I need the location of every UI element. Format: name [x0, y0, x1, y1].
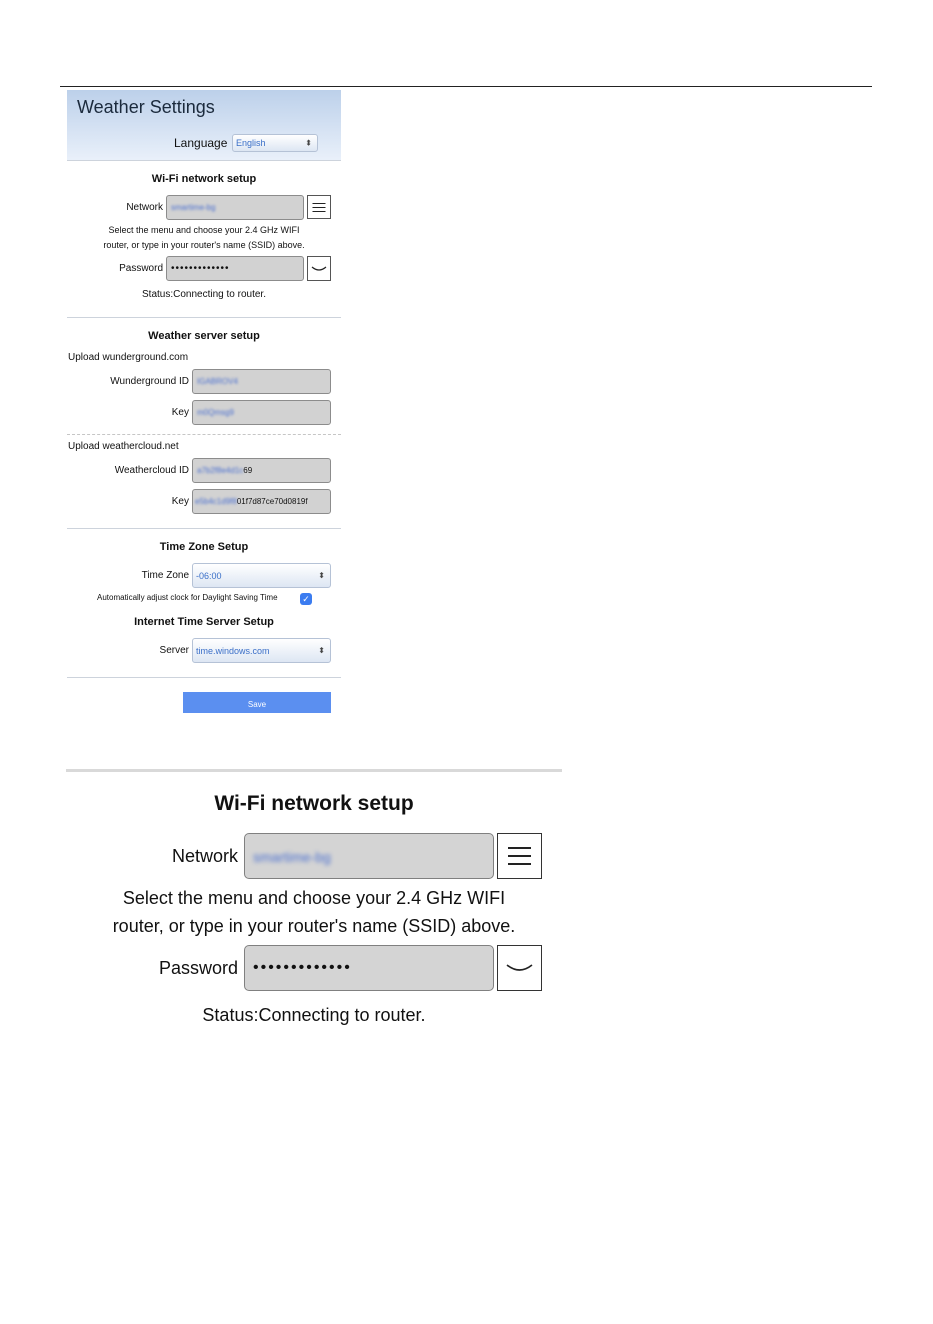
wunderground-id-label: Wunderground ID [110, 376, 189, 387]
weathercloud-id-visible: 69 [243, 466, 253, 475]
select-arrows-icon: ⬍ [305, 138, 312, 148]
weathercloud-heading: Upload weathercloud.net [68, 441, 179, 452]
zoom-divider [66, 769, 562, 772]
weathercloud-id-input[interactable] [192, 458, 331, 483]
wunderground-heading: Upload wunderground.com [68, 352, 189, 363]
weathercloud-key-visible: 01f7d87ce70d0819f [236, 497, 308, 506]
dst-checkbox[interactable] [300, 593, 312, 605]
password-reveal-button[interactable] [307, 256, 331, 281]
weathercloud-key-hidden: e5b4c1d9f8 [195, 497, 237, 506]
weathercloud-id-label: Weathercloud ID [114, 465, 189, 476]
wifi-zoom-password-input[interactable] [244, 945, 494, 991]
page-top-rule [60, 86, 872, 87]
wifi-zoom-network-label: Network [171, 846, 238, 866]
language-label: Language [174, 136, 228, 150]
save-button[interactable]: Save [183, 692, 331, 713]
server-label: Server [159, 645, 189, 656]
chevron-down-icon [308, 257, 330, 280]
password-value: ••••••••••••• [171, 263, 230, 274]
page-title: Weather Settings [77, 97, 215, 117]
menu-icon [498, 834, 541, 878]
wunderground-key-value: m0Qmsg9 [197, 408, 234, 417]
wifi-section-title: Wi-Fi network setup [151, 173, 257, 185]
select-arrows-icon: ⬍ [318, 570, 325, 580]
wifi-zoom-network-value: smartime-bg [253, 849, 331, 865]
divider [67, 528, 341, 529]
wifi-zoom-reveal-button[interactable] [497, 945, 542, 991]
wifi-zoom-password-value: ••••••••••••• [253, 959, 352, 976]
network-input[interactable] [166, 195, 304, 220]
select-arrows-icon: ⬍ [318, 645, 325, 655]
divider [67, 317, 341, 318]
dst-label: Automatically adjust clock for Daylight Saving Time [97, 593, 278, 602]
chevron-down-icon [498, 946, 541, 990]
weathercloud-key-label: Key [171, 496, 189, 507]
wifi-zoom-menu-button[interactable] [497, 833, 542, 879]
password-label: Password [119, 263, 163, 274]
timezone-select[interactable] [192, 563, 331, 588]
wifi-zoom-status: Status:Connecting to router. [202, 1005, 426, 1025]
network-menu-button[interactable] [307, 195, 331, 219]
password-input[interactable] [166, 256, 304, 281]
wifi-zoom-password-label: Password [158, 958, 238, 978]
timezone-label: Time Zone [141, 570, 189, 581]
weathercloud-id-hidden: a7b2f8e4d1c [197, 466, 244, 475]
timezone-value: -06:00 [196, 571, 222, 581]
weather-settings-panel [67, 90, 341, 716]
wifi-zoom-network-input[interactable] [244, 833, 494, 879]
wifi-help-line-1: Select the menu and choose your 2.4 GHz WIFI [108, 225, 300, 235]
wunderground-key-label: Key [171, 407, 189, 418]
settings-header [67, 90, 341, 160]
language-value: English [236, 138, 266, 148]
network-label: Network [126, 202, 163, 213]
wifi-help-line-2: router, or type in your router's name (SSID) above. [103, 240, 305, 250]
wunderground-key-input[interactable] [192, 400, 331, 425]
wifi-status: Status:Connecting to router. [142, 289, 266, 300]
network-value: smartime-bg [171, 203, 216, 212]
checkmark-icon: ✓ [302, 594, 310, 604]
divider [67, 677, 341, 678]
dashed-divider [67, 434, 341, 435]
wunderground-id-value: IGABROV4 [197, 377, 238, 386]
weather-server-title: Weather server setup [148, 330, 260, 342]
wunderground-id-input[interactable] [192, 369, 331, 394]
divider [67, 160, 341, 161]
timezone-title: Time Zone Setup [159, 541, 249, 553]
time-server-title: Internet Time Server Setup [134, 616, 274, 628]
weathercloud-key-input[interactable] [192, 489, 331, 514]
wifi-zoom-title: Wi-Fi network setup [214, 792, 414, 815]
server-select[interactable] [192, 638, 331, 663]
wifi-zoom-help-line-2: router, or type in your router's name (SSID) above. [112, 916, 516, 936]
server-value: time.windows.com [196, 646, 270, 656]
wifi-zoom-help-line-1: Select the menu and choose your 2.4 GHz WIFI [122, 888, 506, 908]
language-select[interactable] [232, 134, 318, 152]
